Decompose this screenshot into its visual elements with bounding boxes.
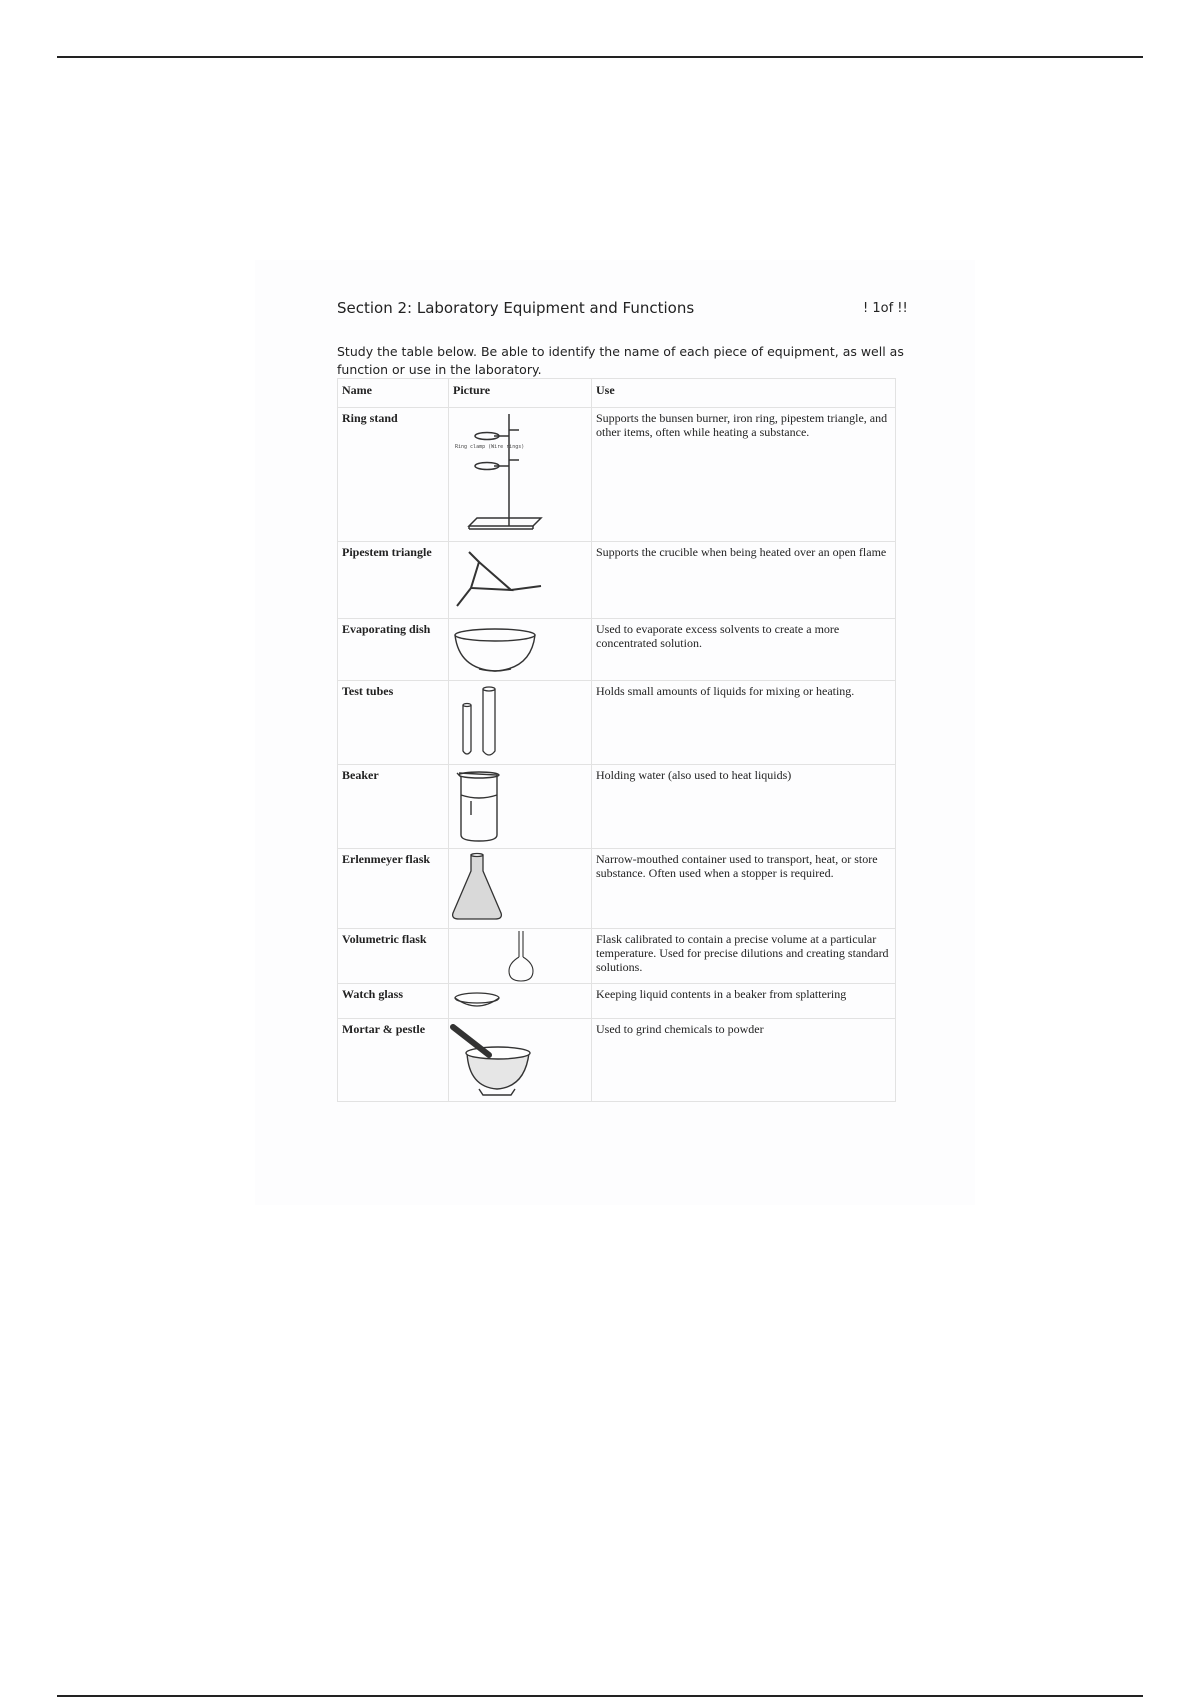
watch-glass-icon	[449, 984, 591, 1018]
header-name: Name	[338, 379, 449, 408]
table-row	[338, 408, 896, 542]
equipment-name: Volumetric flask	[338, 929, 449, 984]
equipment-use: Supports the bunsen burner, iron ring, pipestem triangle, and other items, often while heating a substance.	[592, 408, 896, 542]
document-title: Section 2: Laboratory Equipment and Functions	[337, 299, 695, 317]
equipment-use: Used to grind chemicals to powder	[592, 1019, 896, 1102]
ring-stand-label: Ring clamp (Wire rings)	[455, 444, 525, 450]
header-picture: Picture	[449, 379, 592, 408]
table-row	[338, 681, 896, 765]
equipment-use: Supports the crucible when being heated over an open flame	[592, 542, 896, 619]
pipestem-triangle-icon	[449, 542, 591, 618]
equipment-name: Evaporating dish	[338, 619, 449, 681]
top-rule	[57, 56, 1143, 58]
evaporating-dish-icon	[449, 619, 591, 679]
test-tubes-icon	[449, 681, 591, 763]
equipment-use: Narrow-mouthed container used to transport, heat, or store substance. Often used when a stopper is required.	[592, 849, 896, 929]
equipment-use: Used to evaporate excess solvents to create a more concentrated solution.	[592, 619, 896, 681]
page-number: ! 1of !!	[863, 301, 908, 316]
equipment-use: Holds small amounts of liquids for mixing or heating.	[592, 681, 896, 765]
equipment-use: Keeping liquid contents in a beaker from splattering	[592, 984, 896, 1019]
ring-stand-icon	[449, 408, 591, 540]
equipment-name: Pipestem triangle	[338, 542, 449, 619]
equipment-name: Ring stand	[338, 408, 449, 542]
volumetric-flask-icon	[449, 929, 591, 983]
table-header-row	[338, 379, 896, 408]
table-row	[338, 929, 896, 984]
equipment-name: Erlenmeyer flask	[338, 849, 449, 929]
equipment-use: Flask calibrated to contain a precise volume at a particular temperature. Used for precise dilutions and creating standard solutions.	[592, 929, 896, 984]
equipment-name: Beaker	[338, 765, 449, 849]
bottom-rule	[57, 1695, 1143, 1697]
table-row	[338, 619, 896, 681]
mortar-pestle-icon	[449, 1019, 591, 1101]
beaker-icon	[449, 765, 591, 847]
intro-paragraph: Study the table below. Be able to identify the name of each piece of equipment, as well as function or use in the laboratory.	[337, 344, 904, 377]
table-row	[338, 984, 896, 1019]
equipment-name: Watch glass	[338, 984, 449, 1019]
table-row	[338, 1019, 896, 1102]
equipment-use: Holding water (also used to heat liquids)	[592, 765, 896, 849]
header-use: Use	[592, 379, 896, 408]
table-row	[338, 765, 896, 849]
equipment-name: Test tubes	[338, 681, 449, 765]
table-row	[338, 849, 896, 929]
erlenmeyer-flask-icon	[449, 849, 591, 927]
equipment-name: Mortar & pestle	[338, 1019, 449, 1102]
table-row	[338, 542, 896, 619]
equipment-table	[337, 378, 896, 1102]
